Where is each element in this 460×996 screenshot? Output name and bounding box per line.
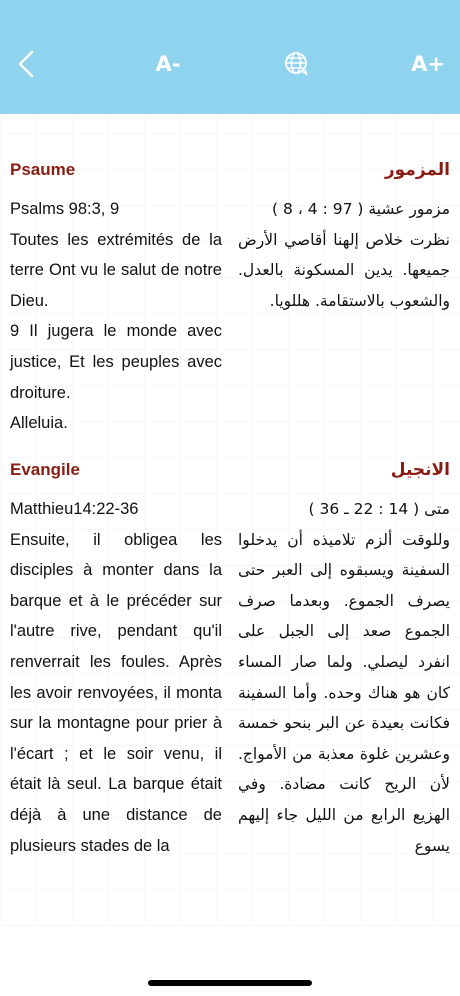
psalm-verse-fr: Toutes les extrémités de la terre Ont vu le salut de notre Dieu.	[10, 230, 222, 310]
gospel-title-fr: Evangile	[10, 460, 80, 479]
increase-font-label: A+	[411, 52, 445, 76]
gospel-reference-ar: متى ( 14 : 22 ـ 36 )	[308, 500, 450, 518]
top-toolbar	[0, 0, 460, 114]
home-indicator[interactable]	[148, 980, 312, 986]
readings-content[interactable]	[0, 114, 460, 926]
gospel-text-ar	[238, 494, 450, 861]
psalm-reference-ar: مزمور عشية ( 97 : 4 ، 8 )	[272, 200, 450, 218]
gospel-text-fr	[10, 494, 222, 861]
decrease-font-label: A-	[155, 52, 181, 76]
gospel-verse-ar: وللوقت ألزم تلاميذه أن يدخلوا السفينة ويسبقوه إلى العبر حتى يصرف الجموع. وبعدما صرف الجموع صعد إلى الجبل على انفرد ليصلي. ولما صار المساء كان هو هناك وحده. وأما السفينة فكانت بعيدة عن البر بنحو خمسة وعشرين غلوة معذبة من الأمواج. لأن الريح كانت مضادة. وفي الهزيع الرابع من الليل جاء إليهم يسوع	[238, 530, 450, 855]
decrease-font-button[interactable]	[146, 46, 190, 82]
psalm-title-fr: Psaume	[10, 160, 76, 179]
psalm-reference-fr: Psalms 98:3, 9	[10, 200, 120, 218]
psalm-verse-fr-2: 9 Il jugera le monde avec justice, Et les peuples avec droiture.	[10, 322, 222, 402]
psalm-alleluia-fr: Alleluia.	[10, 414, 68, 433]
back-button[interactable]	[10, 46, 42, 82]
gospel-title-ar: الانجيل	[390, 460, 450, 480]
chevron-left-icon	[17, 50, 35, 78]
language-button[interactable]	[280, 46, 314, 82]
psalm-title-ar: المزمور	[384, 160, 450, 180]
psalm-text-ar	[238, 194, 450, 316]
gospel-verse-fr: Ensuite, il obligea les disciples à monter dans la barque et à le précéder sur l'autre rive, pendant qu'il renverrait les foules. Après les avoir renvoyées, il monta sur la montagne pour prier à l'écart ; et le soir venu, il était là seul. La barque était déjà à une distance de plusieurs stades de la	[10, 530, 222, 855]
globe-icon	[283, 50, 311, 78]
psalm-text-fr	[10, 194, 222, 439]
psalm-verse-ar: نظرت خلاص إلهنا أقاصي الأرض جميعها. يدين المسكونة بالعدل. والشعوب بالاستقامة. هللويا.	[238, 230, 450, 310]
increase-font-button[interactable]	[404, 46, 452, 82]
gospel-reference-fr: Matthieu14:22-36	[10, 500, 139, 518]
